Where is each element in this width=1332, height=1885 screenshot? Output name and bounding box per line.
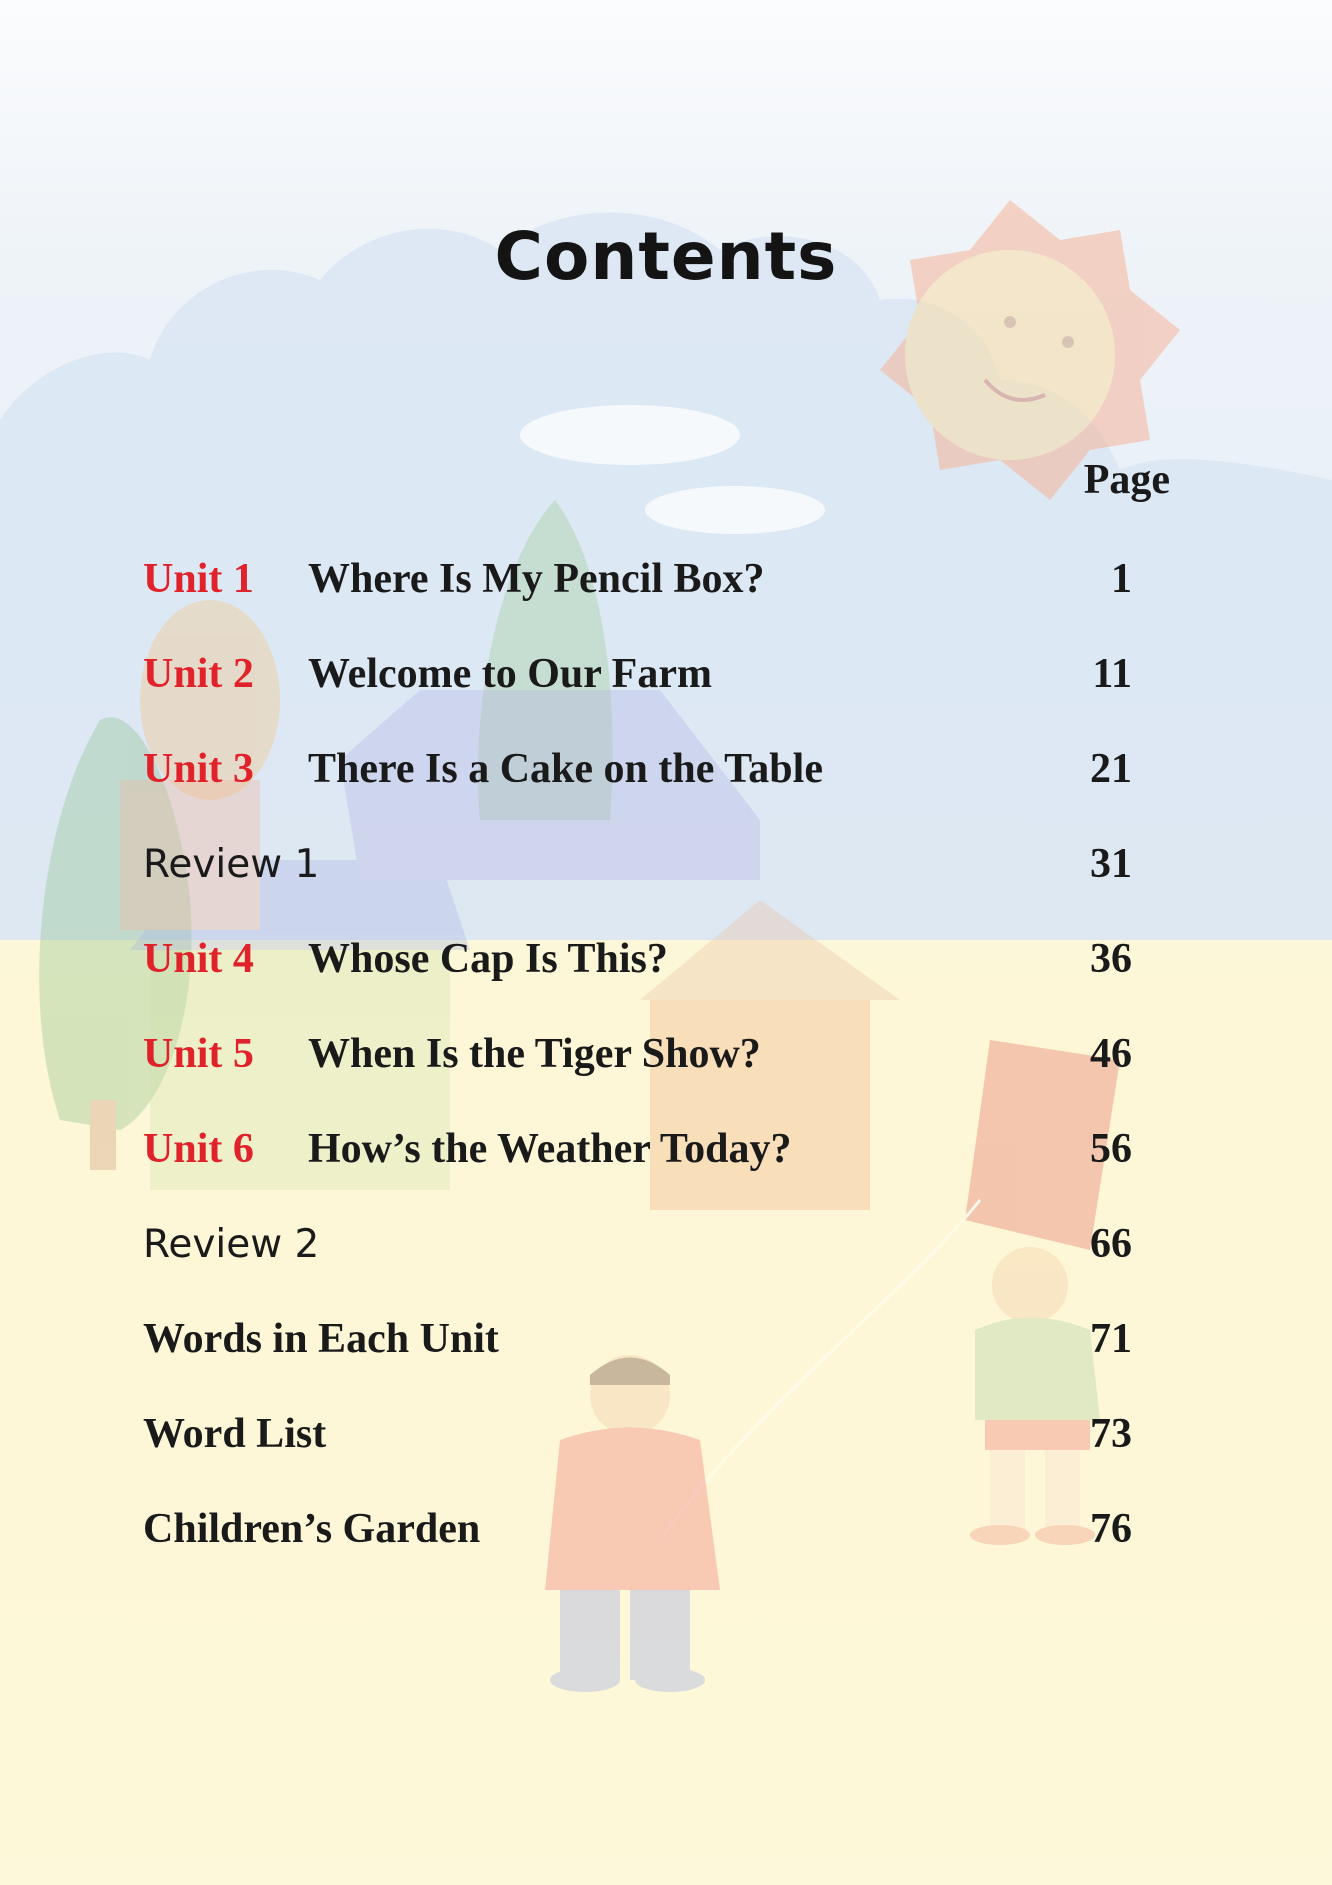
unit-label: Unit 2 bbox=[143, 651, 254, 697]
toc-entry-unit-5[interactable] bbox=[0, 1030, 1332, 1090]
toc-entry-unit-6[interactable] bbox=[0, 1125, 1332, 1185]
toc-entry-unit-3[interactable] bbox=[0, 745, 1332, 805]
toc-entry-unit-1[interactable] bbox=[0, 555, 1332, 615]
page-number: 71 bbox=[1090, 1316, 1132, 1362]
page-number: 46 bbox=[1090, 1031, 1132, 1077]
review-title: Review 1 bbox=[143, 842, 320, 887]
page-number: 56 bbox=[1090, 1126, 1132, 1172]
section-title: Children’s Garden bbox=[143, 1506, 481, 1552]
page-number: 73 bbox=[1090, 1411, 1132, 1457]
page-number: 11 bbox=[1092, 651, 1132, 697]
toc-entry-review-1[interactable] bbox=[0, 840, 1332, 900]
section-title: Words in Each Unit bbox=[143, 1316, 499, 1362]
review-title: Review 2 bbox=[143, 1222, 320, 1267]
page-number: 66 bbox=[1090, 1221, 1132, 1267]
page-number: 1 bbox=[1111, 556, 1132, 602]
unit-label: Unit 3 bbox=[143, 746, 254, 792]
unit-label: Unit 4 bbox=[143, 936, 254, 982]
toc-entry-review-2[interactable] bbox=[0, 1220, 1332, 1280]
unit-label: Unit 5 bbox=[143, 1031, 254, 1077]
unit-label: Unit 1 bbox=[143, 556, 254, 602]
page-number: 76 bbox=[1090, 1506, 1132, 1552]
toc-entry-words-in-each-unit[interactable] bbox=[0, 1315, 1332, 1375]
toc-entry-word-list[interactable] bbox=[0, 1410, 1332, 1470]
unit-title: There Is a Cake on the Table bbox=[308, 746, 823, 792]
unit-title: Whose Cap Is This? bbox=[308, 936, 668, 982]
page-number: 36 bbox=[1090, 936, 1132, 982]
unit-title: When Is the Tiger Show? bbox=[308, 1031, 761, 1077]
toc-entry-unit-2[interactable] bbox=[0, 650, 1332, 710]
page-number: 21 bbox=[1090, 746, 1132, 792]
page-column-label: Page bbox=[1083, 457, 1170, 503]
section-title: Word List bbox=[143, 1411, 327, 1457]
toc-entry-childrens-garden[interactable] bbox=[0, 1505, 1332, 1565]
unit-title: Where Is My Pencil Box? bbox=[308, 556, 765, 602]
page-number: 31 bbox=[1090, 841, 1132, 887]
unit-title: Welcome to Our Farm bbox=[308, 651, 712, 697]
page-title: Contents bbox=[494, 218, 838, 295]
toc-entry-unit-4[interactable] bbox=[0, 935, 1332, 995]
unit-label: Unit 6 bbox=[143, 1126, 254, 1172]
unit-title: How’s the Weather Today? bbox=[308, 1126, 792, 1172]
